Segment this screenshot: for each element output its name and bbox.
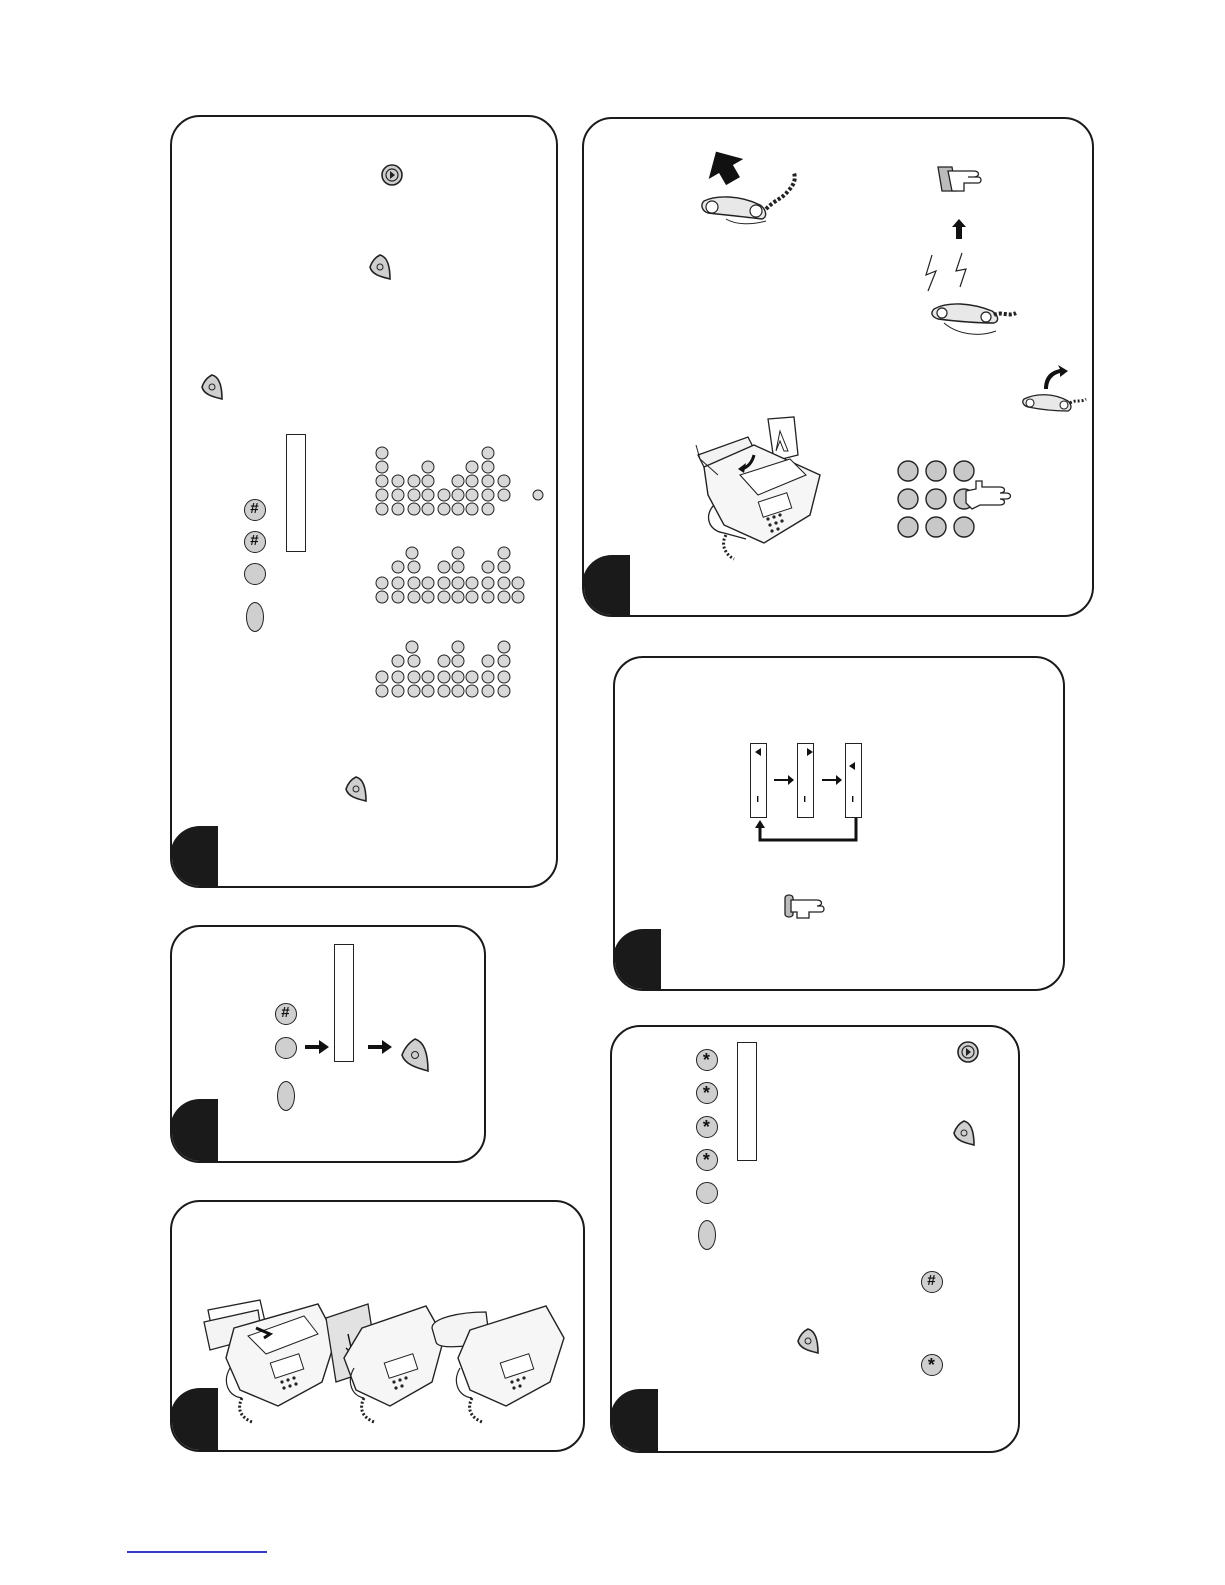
hash-glyph: #: [250, 500, 259, 518]
key-grid-2: [374, 545, 524, 607]
panel-procedure-5: [170, 1200, 585, 1452]
oval-key[interactable]: [698, 1220, 716, 1250]
hash-key[interactable]: [921, 1271, 943, 1293]
oval-key[interactable]: [277, 1081, 295, 1111]
ringing-handset-icon: [924, 251, 1024, 343]
display-marker: [755, 748, 761, 756]
star-key[interactable]: [696, 1082, 718, 1104]
display-panel: [737, 1042, 757, 1161]
hash-key[interactable]: [275, 1003, 297, 1025]
arrow-right-icon: [305, 1040, 329, 1054]
fax-machine-open-tray: [200, 1298, 340, 1424]
start-key-icon[interactable]: [956, 1040, 980, 1064]
display-dash: [804, 796, 806, 802]
panel-procedure-2: [582, 117, 1094, 617]
handset-lift-icon: [696, 139, 816, 229]
hash-key[interactable]: [244, 499, 266, 521]
cycle-return-arrow: [755, 818, 859, 844]
function-key[interactable]: [275, 1037, 297, 1059]
number-keypad-icon[interactable]: [896, 459, 1016, 541]
hash-glyph: #: [281, 1004, 290, 1022]
copy-key-icon[interactable]: [344, 775, 368, 803]
panel-procedure-3: [613, 656, 1065, 991]
step-tab: [170, 1099, 218, 1163]
panel-procedure-4: [170, 925, 486, 1163]
fax-machine-close-tray: [430, 1298, 570, 1424]
star-glyph: *: [702, 1083, 710, 1103]
star-key[interactable]: [696, 1116, 718, 1138]
arrow-right-icon: [368, 1040, 392, 1054]
copy-key-icon[interactable]: [368, 253, 392, 281]
hand-press-icon: [934, 163, 984, 195]
arrow-right-icon: [822, 775, 842, 785]
step-tab: [582, 555, 630, 617]
copy-key-icon[interactable]: [952, 1119, 976, 1147]
fax-machine-illustration: [694, 415, 824, 563]
hash-key[interactable]: [244, 531, 266, 553]
star-key[interactable]: [696, 1049, 718, 1071]
function-key[interactable]: [696, 1182, 718, 1204]
step-tab: [613, 929, 661, 991]
oval-key[interactable]: [246, 602, 264, 632]
copy-key-icon[interactable]: [796, 1327, 820, 1355]
display-panel: [286, 434, 306, 552]
step-tab: [170, 826, 218, 888]
handset-replace-icon: [1020, 363, 1090, 415]
star-glyph: *: [702, 1150, 710, 1170]
arrow-right-icon: [774, 775, 794, 785]
hash-glyph: #: [927, 1272, 936, 1290]
star-glyph: *: [702, 1117, 710, 1137]
star-key[interactable]: [921, 1354, 943, 1376]
display-dash: [852, 796, 854, 802]
copy-key-icon[interactable]: [200, 373, 224, 401]
key-grid-1: [374, 443, 554, 523]
copy-key-icon[interactable]: [400, 1037, 430, 1073]
panel-procedure-6: [610, 1025, 1020, 1453]
display-dash: [757, 796, 759, 802]
star-glyph: *: [927, 1355, 935, 1375]
step-tab: [610, 1389, 658, 1453]
star-glyph: *: [702, 1050, 710, 1070]
display-marker: [807, 748, 813, 756]
star-key[interactable]: [696, 1149, 718, 1171]
pointing-hand-icon[interactable]: [783, 890, 827, 920]
display-panel: [334, 944, 354, 1062]
footer-link-underline[interactable]: [127, 1551, 267, 1553]
panel-procedure-1: [170, 115, 558, 888]
arrow-up-icon: [952, 219, 966, 239]
start-key-icon[interactable]: [380, 163, 404, 187]
hash-glyph: #: [250, 532, 259, 550]
display-marker: [849, 762, 855, 770]
display-state-3: [845, 743, 862, 818]
function-key[interactable]: [244, 563, 266, 585]
key-grid-3: [374, 639, 524, 701]
